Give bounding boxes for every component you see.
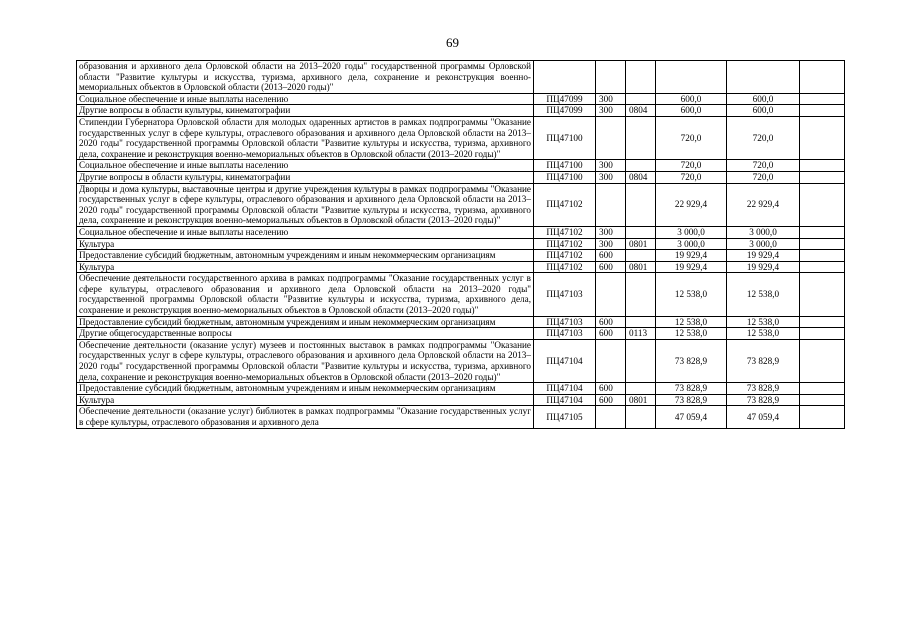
row-amount-2-cell: 12 538,0 [727, 273, 800, 316]
row-section-cell [626, 61, 656, 94]
row-expense-type-cell: 600 [596, 250, 626, 262]
row-code-cell: ПЦ47100 [534, 160, 596, 172]
table-row [77, 171, 845, 183]
row-amount-2-cell: 720,0 [727, 160, 800, 172]
row-section-cell [626, 226, 656, 238]
row-expense-type-cell [596, 339, 626, 382]
row-amount-1-cell: 3 000,0 [656, 238, 727, 250]
budget-table [76, 60, 845, 429]
row-section-cell [626, 316, 656, 328]
row-expense-type-cell: 600 [596, 328, 626, 340]
row-amount-1-cell: 12 538,0 [656, 273, 727, 316]
row-extra-cell [800, 171, 845, 183]
row-amount-1-cell: 600,0 [656, 93, 727, 105]
row-extra-cell [800, 316, 845, 328]
row-expense-type-cell: 300 [596, 160, 626, 172]
row-amount-2-cell: 73 828,9 [727, 394, 800, 406]
row-name-cell: Другие вопросы в области культуры, кинематографии [77, 171, 534, 183]
row-name-cell: Культура [77, 261, 534, 273]
table-row [77, 250, 845, 262]
row-code-cell: ПЦ47103 [534, 273, 596, 316]
table-row [77, 273, 845, 316]
row-code-cell: ПЦ47102 [534, 226, 596, 238]
row-code-cell: ПЦ47103 [534, 328, 596, 340]
row-extra-cell [800, 93, 845, 105]
row-section-cell [626, 160, 656, 172]
row-amount-1-cell: 12 538,0 [656, 316, 727, 328]
row-expense-type-cell [596, 406, 626, 428]
row-name-cell: Обеспечение деятельности государственного архива в рамках подпрограммы "Оказание государственных услуг в сфере культуры, отраслевого образования и архивного дела Орловской области на 2013–2020 годы" государственной программы Орловской области "Развитие культуры и искусства, туризма, архивного дела, сохранение и реконструкция военно-мемориальных объектов в Орловской области (2013–2020 годы)" [77, 273, 534, 316]
row-amount-2-cell: 47 059,4 [727, 406, 800, 428]
row-code-cell: ПЦ47099 [534, 93, 596, 105]
row-amount-2-cell: 73 828,9 [727, 339, 800, 382]
row-section-cell [626, 339, 656, 382]
row-amount-2-cell [727, 61, 800, 94]
row-amount-1-cell: 720,0 [656, 116, 727, 159]
row-code-cell: ПЦ47104 [534, 394, 596, 406]
row-extra-cell [800, 328, 845, 340]
row-amount-1-cell: 3 000,0 [656, 226, 727, 238]
table-row [77, 183, 845, 226]
row-amount-2-cell: 720,0 [727, 116, 800, 159]
row-name-cell: Стипендии Губернатора Орловской области для молодых одаренных артистов в рамках подпрограммы "Оказание государственных услуг в сфере культуры, отраслевого образования и архивного дела Орловской области на 2013–2020 годы" государственной программы Орловской области "Развитие культуры и искусства, туризма, архивного дела, сохранение и реконструкция военно-мемориальных объектов в Орловской области (2013–2020 годы)" [77, 116, 534, 159]
table-row [77, 406, 845, 428]
table-row [77, 383, 845, 395]
row-code-cell [534, 61, 596, 94]
row-section-cell [626, 273, 656, 316]
row-section-cell [626, 383, 656, 395]
row-name-cell: Другие общегосударственные вопросы [77, 328, 534, 340]
row-expense-type-cell: 300 [596, 105, 626, 117]
row-expense-type-cell: 600 [596, 394, 626, 406]
row-section-cell: 0804 [626, 105, 656, 117]
row-amount-1-cell: 19 929,4 [656, 250, 727, 262]
row-amount-2-cell: 12 538,0 [727, 316, 800, 328]
row-amount-2-cell: 3 000,0 [727, 238, 800, 250]
row-amount-2-cell: 12 538,0 [727, 328, 800, 340]
row-extra-cell [800, 383, 845, 395]
row-code-cell: ПЦ47100 [534, 116, 596, 159]
row-amount-1-cell: 47 059,4 [656, 406, 727, 428]
row-code-cell: ПЦ47105 [534, 406, 596, 428]
row-extra-cell [800, 261, 845, 273]
row-amount-2-cell: 3 000,0 [727, 226, 800, 238]
row-extra-cell [800, 105, 845, 117]
table-row [77, 261, 845, 273]
row-section-cell [626, 250, 656, 262]
row-code-cell: ПЦ47104 [534, 383, 596, 395]
row-expense-type-cell: 300 [596, 226, 626, 238]
table-row [77, 339, 845, 382]
row-name-cell: Дворцы и дома культуры, выставочные центры и другие учреждения культуры в рамках подпрограммы "Оказание государственных услуг в сфере культуры, отраслевого образования и архивного дела Орловской области на 2013–2020 годы" государственной программы Орловской области "Развитие культуры и искусства, туризма, архивного дела, сохранение и реконструкция военно-мемориальных объектов в Орловской области (2013–2020 годы)" [77, 183, 534, 226]
row-expense-type-cell [596, 116, 626, 159]
row-extra-cell [800, 250, 845, 262]
row-amount-2-cell: 19 929,4 [727, 261, 800, 273]
row-amount-2-cell: 600,0 [727, 93, 800, 105]
row-section-cell [626, 406, 656, 428]
table-row [77, 61, 845, 94]
row-extra-cell [800, 183, 845, 226]
row-amount-1-cell: 720,0 [656, 171, 727, 183]
row-section-cell [626, 183, 656, 226]
row-name-cell: Предоставление субсидий бюджетным, автономным учреждениям и иным некоммерческим организациям [77, 383, 534, 395]
row-expense-type-cell: 600 [596, 316, 626, 328]
row-extra-cell [800, 238, 845, 250]
row-extra-cell [800, 406, 845, 428]
row-amount-1-cell: 600,0 [656, 105, 727, 117]
row-section-cell [626, 93, 656, 105]
row-section-cell: 0801 [626, 394, 656, 406]
row-name-cell: Культура [77, 394, 534, 406]
row-code-cell: ПЦ47100 [534, 171, 596, 183]
row-code-cell: ПЦ47102 [534, 183, 596, 226]
row-amount-1-cell: 73 828,9 [656, 383, 727, 395]
row-section-cell: 0804 [626, 171, 656, 183]
row-section-cell: 0113 [626, 328, 656, 340]
table-row [77, 226, 845, 238]
row-name-cell: Обеспечение деятельности (оказание услуг) музеев и постоянных выставок в рамках подпрограммы "Оказание государственных услуг в сфере культуры, отраслевого образования и архивного дела Орловской области на 2013–2020 годы" государственной программы Орловской области "Развитие культуры и искусства, туризма, архивного дела, сохранение и реконструкция военно-мемориальных объектов в Орловской области (2013–2020 годы)" [77, 339, 534, 382]
table-row [77, 238, 845, 250]
row-amount-1-cell: 720,0 [656, 160, 727, 172]
row-extra-cell [800, 61, 845, 94]
table-row [77, 394, 845, 406]
row-expense-type-cell: 300 [596, 238, 626, 250]
row-extra-cell [800, 339, 845, 382]
row-amount-1-cell: 73 828,9 [656, 339, 727, 382]
row-code-cell: ПЦ47103 [534, 316, 596, 328]
row-section-cell: 0801 [626, 261, 656, 273]
row-name-cell: образования и архивного дела Орловской области на 2013–2020 годы" государственной программы Орловской области "Развитие культуры и искусства, туризма, архивного дела, сохранение и реконструкция военно-мемориальных объектов в Орловской области (2013–2020 годы)" [77, 61, 534, 94]
row-name-cell: Предоставление субсидий бюджетным, автономным учреждениям и иным некоммерческим организациям [77, 250, 534, 262]
row-extra-cell [800, 116, 845, 159]
row-expense-type-cell [596, 273, 626, 316]
row-amount-2-cell: 73 828,9 [727, 383, 800, 395]
row-amount-1-cell: 19 929,4 [656, 261, 727, 273]
row-amount-1-cell: 73 828,9 [656, 394, 727, 406]
row-extra-cell [800, 226, 845, 238]
row-name-cell: Другие вопросы в области культуры, кинематографии [77, 105, 534, 117]
row-extra-cell [800, 160, 845, 172]
row-name-cell: Социальное обеспечение и иные выплаты населению [77, 160, 534, 172]
row-extra-cell [800, 273, 845, 316]
table-row [77, 105, 845, 117]
row-code-cell: ПЦ47099 [534, 105, 596, 117]
row-amount-2-cell: 22 929,4 [727, 183, 800, 226]
table-row [77, 160, 845, 172]
row-code-cell: ПЦ47102 [534, 261, 596, 273]
row-section-cell: 0801 [626, 238, 656, 250]
row-expense-type-cell [596, 183, 626, 226]
table-row [77, 116, 845, 159]
row-name-cell: Культура [77, 238, 534, 250]
row-expense-type-cell: 300 [596, 171, 626, 183]
page-number: 69 [446, 35, 459, 50]
row-code-cell: ПЦ47102 [534, 238, 596, 250]
row-expense-type-cell: 600 [596, 261, 626, 273]
row-code-cell: ПЦ47102 [534, 250, 596, 262]
row-amount-1-cell [656, 61, 727, 94]
row-amount-2-cell: 600,0 [727, 105, 800, 117]
row-name-cell: Социальное обеспечение и иные выплаты населению [77, 226, 534, 238]
table-body [77, 61, 845, 429]
row-name-cell: Обеспечение деятельности (оказание услуг) библиотек в рамках подпрограммы "Оказание государственных услуг в сфере культуры, отраслевого образования и архивного дела [77, 406, 534, 428]
row-amount-2-cell: 720,0 [727, 171, 800, 183]
row-extra-cell [800, 394, 845, 406]
table-row [77, 93, 845, 105]
table-row [77, 328, 845, 340]
row-amount-1-cell: 22 929,4 [656, 183, 727, 226]
row-name-cell: Социальное обеспечение и иные выплаты населению [77, 93, 534, 105]
row-code-cell: ПЦ47104 [534, 339, 596, 382]
row-amount-1-cell: 12 538,0 [656, 328, 727, 340]
row-expense-type-cell: 600 [596, 383, 626, 395]
row-section-cell [626, 116, 656, 159]
row-amount-2-cell: 19 929,4 [727, 250, 800, 262]
row-name-cell: Предоставление субсидий бюджетным, автономным учреждениям и иным некоммерческим организациям [77, 316, 534, 328]
table-row [77, 316, 845, 328]
row-expense-type-cell: 300 [596, 93, 626, 105]
row-expense-type-cell [596, 61, 626, 94]
